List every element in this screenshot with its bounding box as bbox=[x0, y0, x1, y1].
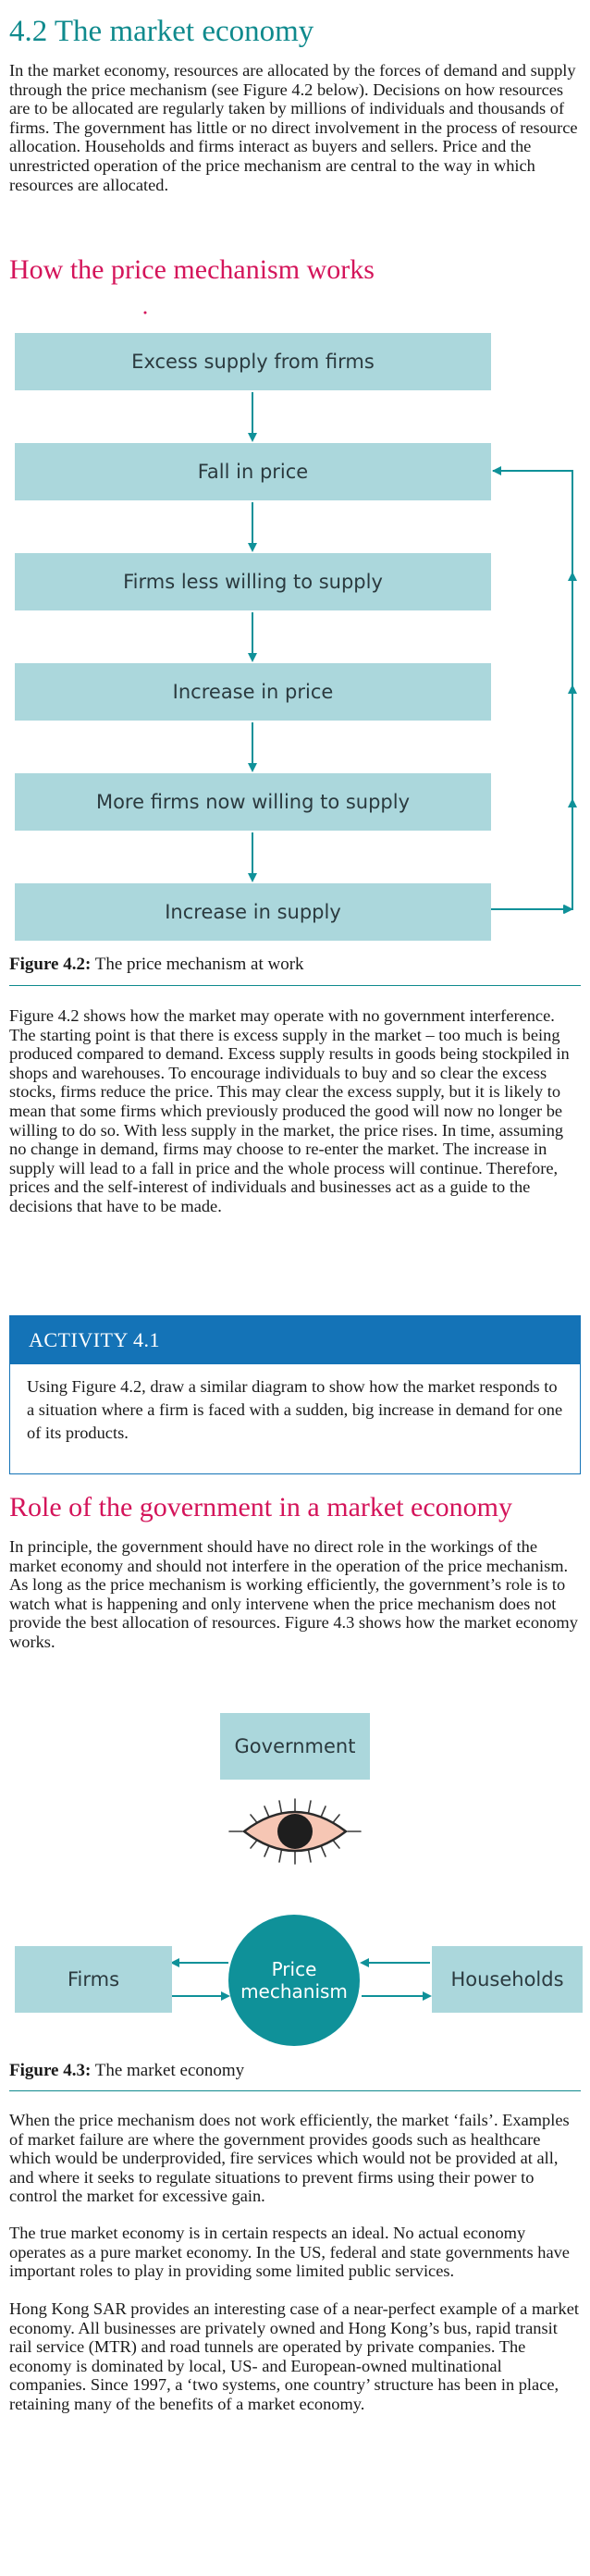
flow-step-more-firms-willing: More firms now willing to supply bbox=[15, 773, 491, 831]
households-box: Households bbox=[432, 1946, 583, 2013]
price-mechanism-label-1: Price bbox=[271, 1958, 317, 1980]
flow-step-increase-in-price: Increase in price bbox=[15, 663, 491, 721]
caption-rule bbox=[9, 2090, 581, 2091]
figure-caption-text: The price mechanism at work bbox=[91, 955, 304, 974]
flow-step-excess-supply: Excess supply from firms bbox=[15, 333, 491, 390]
price-mechanism-explanation: Figure 4.2 shows how the market may operate with no government interference. The starting point is that there is excess supply in the market – too much is being produced compared to demand. Excess supply results in goods being stockpiled in shops and warehouses. To encourage individuals to buy and so clear the excess stocks, firms reduce the price. This may clear the excess supply, but it is likely to mean that some firms which previously produced the good will now no longer be willing to do so. With less supply in the market, the price rises. In time, assuming no change in demand, firms may choose to re-enter the market. The increase in supply will lead to a fall in price and the whole process will continue. Therefore, prices and the self-interest of individuals and businesses act as a guide to the decisions that have to be made. bbox=[9, 1006, 570, 1215]
firms-box: Firms bbox=[15, 1946, 172, 2013]
figure-caption-text: The market economy bbox=[91, 2061, 245, 2080]
government-box: Government bbox=[220, 1713, 370, 1780]
flow-step-firms-less-willing: Firms less willing to supply bbox=[15, 553, 491, 610]
government-role-paragraph: In principle, the government should have no direct role in the workings of the market economy and should not interfere in the operation of the price mechanism. As long as the price mechanism is working efficiently, the government’s role is to watch what is happening and only intervene when the price mechanism does not provide the best allocation of resources. Figure 4.3 shows how the market economy works. bbox=[9, 1537, 578, 1651]
intro-paragraph: In the market economy, resources are allocated by the forces of demand and supply through the price mechanism (see Figure 4.2 below). Decisions on how resources are to be allocated are regularly taken by millions of individuals and thousands of firms. The government has little or no direct involvement in the process of resource allocation. Households and firms interact as buyers and sellers. Price and the unrestricted operation of the price mechanism are central to the way in which resources are allocated. bbox=[9, 61, 578, 194]
price-mechanism-label-2: mechanism bbox=[240, 1980, 348, 2003]
flow-step-fall-in-price: Fall in price bbox=[15, 443, 491, 500]
activity-title: ACTIVITY 4.1 bbox=[10, 1316, 580, 1364]
section-title: 4.2 The market economy bbox=[9, 15, 314, 48]
flow-step-increase-in-supply: Increase in supply bbox=[15, 883, 491, 941]
ideal-market-paragraph: The true market economy is in certain respects an ideal. No actual economy operates as a pure market economy. In the US, federal and state governments have important roles to play in providing some limited public services. bbox=[9, 2224, 570, 2281]
figure-label: Figure 4.3: bbox=[9, 2061, 92, 2080]
activity-text: Using Figure 4.2, draw a similar diagram to show how the market responds to a situation where a firm is faced with a sudden, big increase in demand for one of its products. bbox=[27, 1377, 563, 1442]
hong-kong-paragraph: Hong Kong SAR provides an interesting case of a near-perfect example of a market economy. All businesses are privately owned and Hong Kong’s bus, rapid transit rail service (MTR) and road tunnels are operated by private companies. The economy is dominated by local, US- and European-owned multinational companies. Since 1997, a ‘two systems, one country’ structure has been in place, retaining many of the benefits of a market economy. bbox=[9, 2299, 580, 2413]
price-mechanism-circle bbox=[228, 1915, 360, 2046]
government-role-heading: Role of the government in a market economy bbox=[9, 1492, 512, 1522]
figure-label: Figure 4.2: bbox=[9, 955, 92, 974]
eye-icon bbox=[229, 1799, 361, 1864]
price-mechanism-heading: How the price mechanism works bbox=[9, 254, 375, 285]
figure-4-3-caption bbox=[9, 2061, 244, 2081]
market-failure-paragraph: When the price mechanism does not work efficiently, the market ‘fails’. Examples of market failure are where the government provides goods such as healthcare which would be underprovided, fire services which would not be provided at all, and where it seeks to regulate situations to prevent firms using their power to control the market for excessive gain. bbox=[9, 2111, 570, 2206]
